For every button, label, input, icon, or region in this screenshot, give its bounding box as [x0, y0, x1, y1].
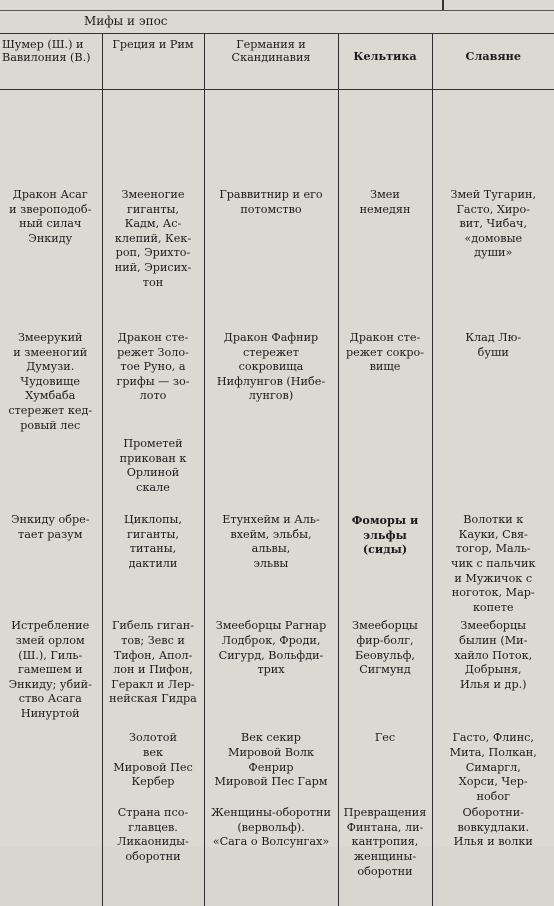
- cell-text: Золотой век Мировой Пес Кербер: [113, 731, 193, 789]
- cell-text: Змееборцы былин (Ми- хайло Поток, Добрыня, Илья и др.): [454, 619, 533, 691]
- cell-text: Волотки к Кауки, Свя- тогор, Маль- чик с пальчик и Мужичок с ноготок, Мар- копете: [451, 513, 536, 614]
- table-cell: [432, 804, 554, 906]
- cell-text: Гасто, Флинс, Мита, Полкан, Симаргл, Хорси, Чер- нобог: [449, 731, 537, 803]
- cell-text: Граввитнир и его потомство: [219, 188, 323, 216]
- column-header-label: Германия и Скандинавия: [231, 38, 311, 64]
- table-cell: [338, 90, 432, 312]
- cell-text: Дракон Асаг и звероподоб- ный силач Энкиду: [9, 188, 92, 245]
- table-cell: [338, 501, 432, 615]
- table-row: [0, 804, 554, 906]
- table-cell: [338, 311, 432, 433]
- table-cell: [102, 615, 204, 729]
- table-cell: [204, 311, 338, 433]
- table-cell: [338, 729, 432, 804]
- column-header-germany: [204, 34, 338, 90]
- table-row: [0, 615, 554, 729]
- column-header-label: Шумер (Ш.) и Вавилония (В.): [2, 38, 91, 64]
- table-cell: [102, 433, 204, 501]
- table-cell: [102, 804, 204, 906]
- cell-text: Змееборцы Рагнар Лодброк, Фроди, Сигурд, Вольфди- трих: [215, 619, 327, 677]
- table-row: [0, 311, 554, 433]
- table-cell: [204, 729, 338, 804]
- cell-text: Энкиду обре- тает разум: [10, 513, 90, 541]
- cell-text: Клад Лю- буши: [465, 331, 522, 359]
- column-header-celtica: [338, 34, 432, 90]
- table-row: [0, 90, 554, 312]
- table-cell: [432, 311, 554, 433]
- table-cell: [0, 729, 102, 804]
- cell-text: Гибель гиган- тов; Зевс и Тифон, Апол- лон и Пифон, Геракл и Лер- нейская Гидра: [109, 619, 197, 706]
- cell-text: Змеерукий и змееногий Думузи. Чудовище Хумбаба стережет кед- ровый лес: [8, 331, 93, 432]
- column-header-sumer: [0, 34, 102, 90]
- table-cell: [204, 501, 338, 615]
- table-row: [0, 433, 554, 501]
- cell-text: Гес: [374, 731, 396, 745]
- cell-text: Циклопы, гиганты, титаны, дактили: [124, 513, 182, 570]
- cell-text: Етунхейм и Аль- вхейм, эльбы, альвы, эльвы: [222, 513, 320, 570]
- table-header-row: [0, 34, 554, 90]
- cell-text: Змееногие гиганты, Кадм, Ас- клепий, Кек- роп, Эрихто- ний, Эрисих- тон: [114, 188, 192, 289]
- table-cell: [432, 729, 554, 804]
- table-cell: [204, 804, 338, 906]
- cell-text: Превращения Финтана, ли- кантропия, женщины- оборотни: [343, 806, 427, 878]
- cell-text: Фоморы и эльфы (сиды): [351, 513, 419, 557]
- cell-text: Дракон Фафнир стережет сокровища Нифлунгов (Нибе- лунгов): [216, 331, 326, 403]
- section-title: Мифы и эпос: [84, 14, 168, 28]
- cell-text: Дракон сте- режет сокро- вище: [345, 331, 425, 374]
- table-cell: [338, 804, 432, 906]
- column-header-label: Греция и Рим: [112, 38, 194, 51]
- table-row: [0, 729, 554, 804]
- table-cell: [432, 501, 554, 615]
- table-cell: [102, 729, 204, 804]
- table-cell: [102, 501, 204, 615]
- myths-table: [0, 33, 554, 906]
- table-cell: [0, 433, 102, 501]
- cell-text: Оборотни- вовкудлаки. Илья и волки: [453, 806, 533, 849]
- table-cell: [0, 804, 102, 906]
- table-cell: [0, 615, 102, 729]
- cell-text: Прометей прикован к Орлиной скале: [119, 437, 187, 494]
- table-cell: [0, 311, 102, 433]
- table-cell: [432, 615, 554, 729]
- table-cell: [338, 433, 432, 501]
- table-cell: [432, 90, 554, 312]
- column-header-greece: [102, 34, 204, 90]
- column-header-slavs: [432, 34, 554, 90]
- table-cell: [204, 615, 338, 729]
- cell-text: Женщины-оборотни (вервольф). «Сага о Волсунгах»: [211, 806, 331, 849]
- table-cell: [0, 501, 102, 615]
- table-cell: [102, 311, 204, 433]
- column-header-label: Славяне: [465, 49, 521, 63]
- table-cell: [102, 90, 204, 312]
- table-cell: [204, 433, 338, 501]
- cell-text: Истребление змей орлом (Ш.), Гиль- гамешем и Энкиду; убий- ство Асага Нинуртой: [8, 619, 92, 720]
- table-cell: [204, 90, 338, 312]
- table-cell: [0, 90, 102, 312]
- table-cell: [338, 615, 432, 729]
- cell-text: Змей Тугарин, Гасто, Хиро- вит, Чибач, «домовые души»: [450, 188, 536, 260]
- column-header-label: Кельтика: [353, 49, 417, 63]
- cell-text: Дракон сте- режет Золо- тое Руно, а грифы — зо- лото: [116, 331, 190, 403]
- table-row: [0, 501, 554, 615]
- cell-text: Страна псо- главцев. Ликаониды- оборотни: [117, 806, 189, 864]
- top-mark: [442, 0, 444, 10]
- cell-text: Век секир Мировой Волк Фенрир Мировой Пес Гарм: [214, 731, 328, 789]
- cell-text: Змееборцы фир-болг, Беовульф, Сигмунд: [352, 619, 418, 677]
- table-cell: [432, 433, 554, 501]
- cell-text: Змеи немедян: [359, 188, 411, 216]
